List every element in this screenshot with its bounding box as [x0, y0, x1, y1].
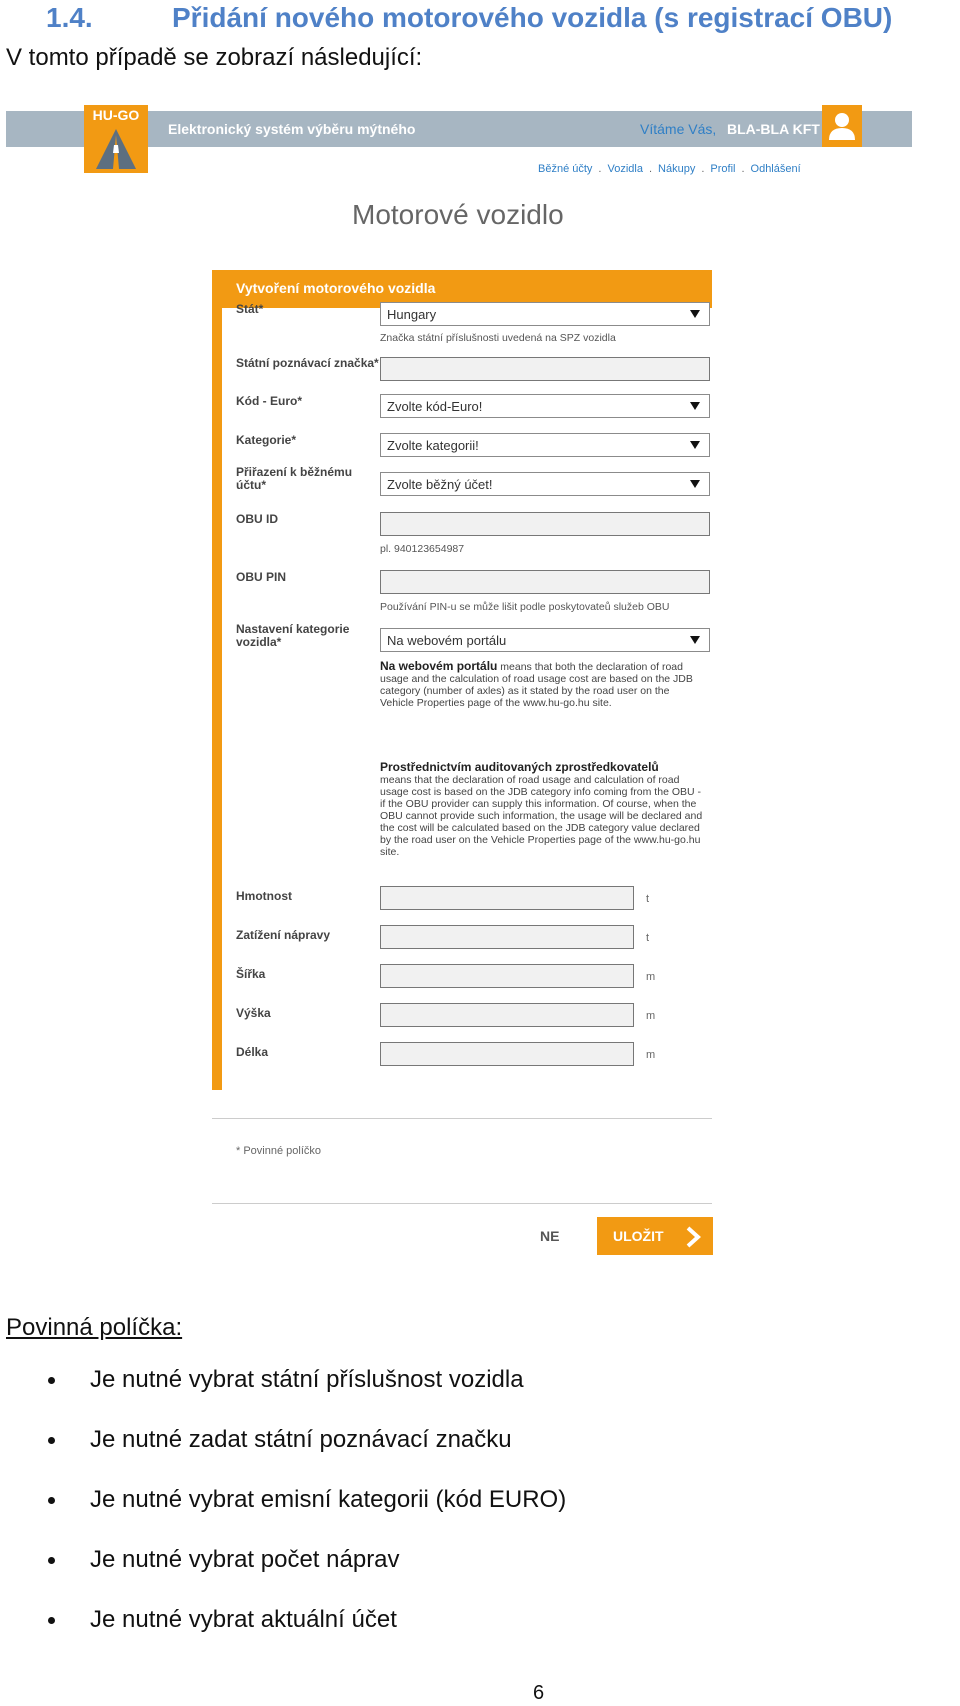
label-length: Délka [236, 1045, 269, 1059]
user-avatar-button[interactable] [822, 105, 862, 147]
label-category-setting: Nastavení kategorie vozidla* [236, 622, 350, 649]
category-setting-value: Na webovém portálu [387, 633, 507, 648]
dropdown-arrow-icon [690, 441, 700, 449]
label-category: Kategorie* [236, 433, 297, 447]
explanation-auditors-title: Prostřednictvím auditovaných zprostředkovatelů [380, 760, 659, 774]
state-hint: Značka státní příslušnosti uvedená na SPZ vozidla [380, 332, 616, 344]
intro-text: V tomto případě se zobrazí následující: [6, 44, 423, 71]
bullet-icon [48, 1437, 55, 1444]
system-title: Elektronický systém výběru mýtného [168, 121, 416, 137]
dropdown-arrow-icon [690, 402, 700, 410]
label-state: Stát* [236, 302, 264, 316]
nav-separator: . [648, 163, 653, 175]
account-value: Zvolte běžný účet! [387, 477, 493, 492]
bullet-icon [48, 1557, 55, 1564]
weight-input[interactable] [380, 886, 634, 910]
length-unit: m [646, 1049, 656, 1061]
weight-unit: t [646, 893, 650, 905]
nav-separator: . [701, 163, 705, 175]
bullet-icon [48, 1617, 55, 1624]
hu-go-logo[interactable] [84, 105, 148, 173]
section-heading [46, 2, 892, 34]
company-name[interactable]: BLA-BLA KFT [727, 121, 820, 137]
save-button[interactable] [597, 1217, 713, 1255]
dropdown-arrow-icon [690, 480, 700, 488]
obu-id-input[interactable] [380, 512, 710, 536]
label-obu-pin: OBU PIN [236, 570, 287, 584]
category-select[interactable] [380, 433, 710, 457]
chevron-right-icon [683, 1226, 703, 1248]
label-axle-load: Zatížení nápravy [236, 928, 331, 942]
obu-pin-hint: Používání PIN-u se může lišit podle poskytovateů služeb OBU [380, 601, 670, 613]
obu-pin-input[interactable] [380, 570, 710, 594]
label-weight: Hmotnost [236, 889, 292, 903]
welcome-text: Vítáme Vás, [640, 121, 717, 137]
height-unit: m [646, 1010, 656, 1022]
length-input[interactable] [380, 1042, 634, 1066]
nav-separator: . [741, 163, 745, 175]
road-icon [94, 127, 138, 171]
explanation-auditors-text: means that the declaration of road usage and calculation of road usage cost is based on the JDB category info coming from the OBU - if the OBU provider can supply this information. Of course, when the OBU cannot provide such information, the usage will be declared and the cost will be calculated based on the JDB category value declared by the road user on the Vehicle Properties page of the www.hu-go.hu site. [380, 774, 703, 858]
nav-logout[interactable]: Odhlášení [750, 163, 801, 175]
page-title: Motorové vozidlo [352, 199, 564, 230]
label-account: Přiřazení k běžnému účtu* [236, 465, 353, 492]
explanation-portal-text: means that both the declaration of road usage and the calculation of road usage cost are based on the JDB category (number of axles) as it stated by the road user on the Vehicle Properties page of the www.hu-go.hu site. [380, 661, 693, 709]
top-nav [538, 163, 801, 175]
label-plate: Státní poznávací značka* [236, 356, 379, 370]
state-select[interactable] [380, 302, 710, 326]
category-setting-select[interactable] [380, 628, 710, 652]
list-item [90, 1486, 566, 1514]
nav-accounts[interactable]: Běžné účty [538, 163, 593, 175]
height-input[interactable] [380, 1003, 634, 1027]
explanation-portal-title: Na webovém portálu [380, 659, 498, 673]
category-value: Zvolte kategorii! [387, 438, 479, 453]
required-title: Povinná políčka: [6, 1314, 183, 1341]
nav-profile[interactable]: Profil [710, 163, 736, 175]
list-item-text: Je nutné vybrat emisní kategorii (kód EURO) [90, 1486, 567, 1513]
cancel-button[interactable]: NE [540, 1228, 560, 1244]
list-item-text: Je nutné vybrat aktuální účet [90, 1606, 397, 1633]
app-screenshot [0, 95, 960, 1265]
euro-select[interactable] [380, 394, 710, 418]
list-item-text: Je nutné vybrat počet náprav [90, 1546, 400, 1573]
divider [212, 1118, 712, 1119]
bullet-icon [48, 1497, 55, 1504]
form-title: Vytvoření motorového vozidla [236, 280, 436, 296]
logo-text: HU-GO [92, 107, 140, 123]
required-note: * Povinné políčko [236, 1145, 321, 1157]
label-euro: Kód - Euro* [236, 394, 302, 408]
nav-purchases[interactable]: Nákupy [658, 163, 696, 175]
axle-load-unit: t [646, 932, 650, 944]
section-title: Přidání nového motorového vozidla (s registrací OBU) [172, 2, 893, 33]
account-select[interactable] [380, 472, 710, 496]
plate-input[interactable] [380, 357, 710, 381]
page-number: 6 [533, 1682, 545, 1704]
save-label: ULOŽIT [613, 1228, 664, 1244]
bullet-icon [48, 1377, 55, 1384]
dropdown-arrow-icon [690, 636, 700, 644]
divider [212, 1203, 712, 1204]
dropdown-arrow-icon [690, 310, 700, 318]
state-value: Hungary [387, 307, 437, 322]
label-width: Šířka [236, 967, 266, 981]
list-item [90, 1606, 397, 1634]
list-item [90, 1426, 512, 1454]
nav-separator: . [598, 163, 602, 175]
obu-id-hint: pl. 940123654987 [380, 543, 465, 555]
list-item [90, 1366, 524, 1394]
list-item [90, 1546, 400, 1574]
label-obu-id: OBU ID [236, 512, 278, 526]
explanation-auditors [380, 761, 706, 858]
list-item-text: Je nutné vybrat státní příslušnost vozidla [90, 1366, 524, 1393]
explanation-portal [380, 660, 706, 709]
axle-load-input[interactable] [380, 925, 634, 949]
list-item-text: Je nutné zadat státní poznávací značku [90, 1426, 512, 1453]
label-height: Výška [236, 1006, 271, 1020]
nav-vehicles[interactable]: Vozidla [607, 163, 643, 175]
width-input[interactable] [380, 964, 634, 988]
euro-value: Zvolte kód-Euro! [387, 399, 483, 414]
user-icon [822, 105, 862, 147]
section-number: 1.4. [46, 2, 93, 33]
width-unit: m [646, 971, 656, 983]
